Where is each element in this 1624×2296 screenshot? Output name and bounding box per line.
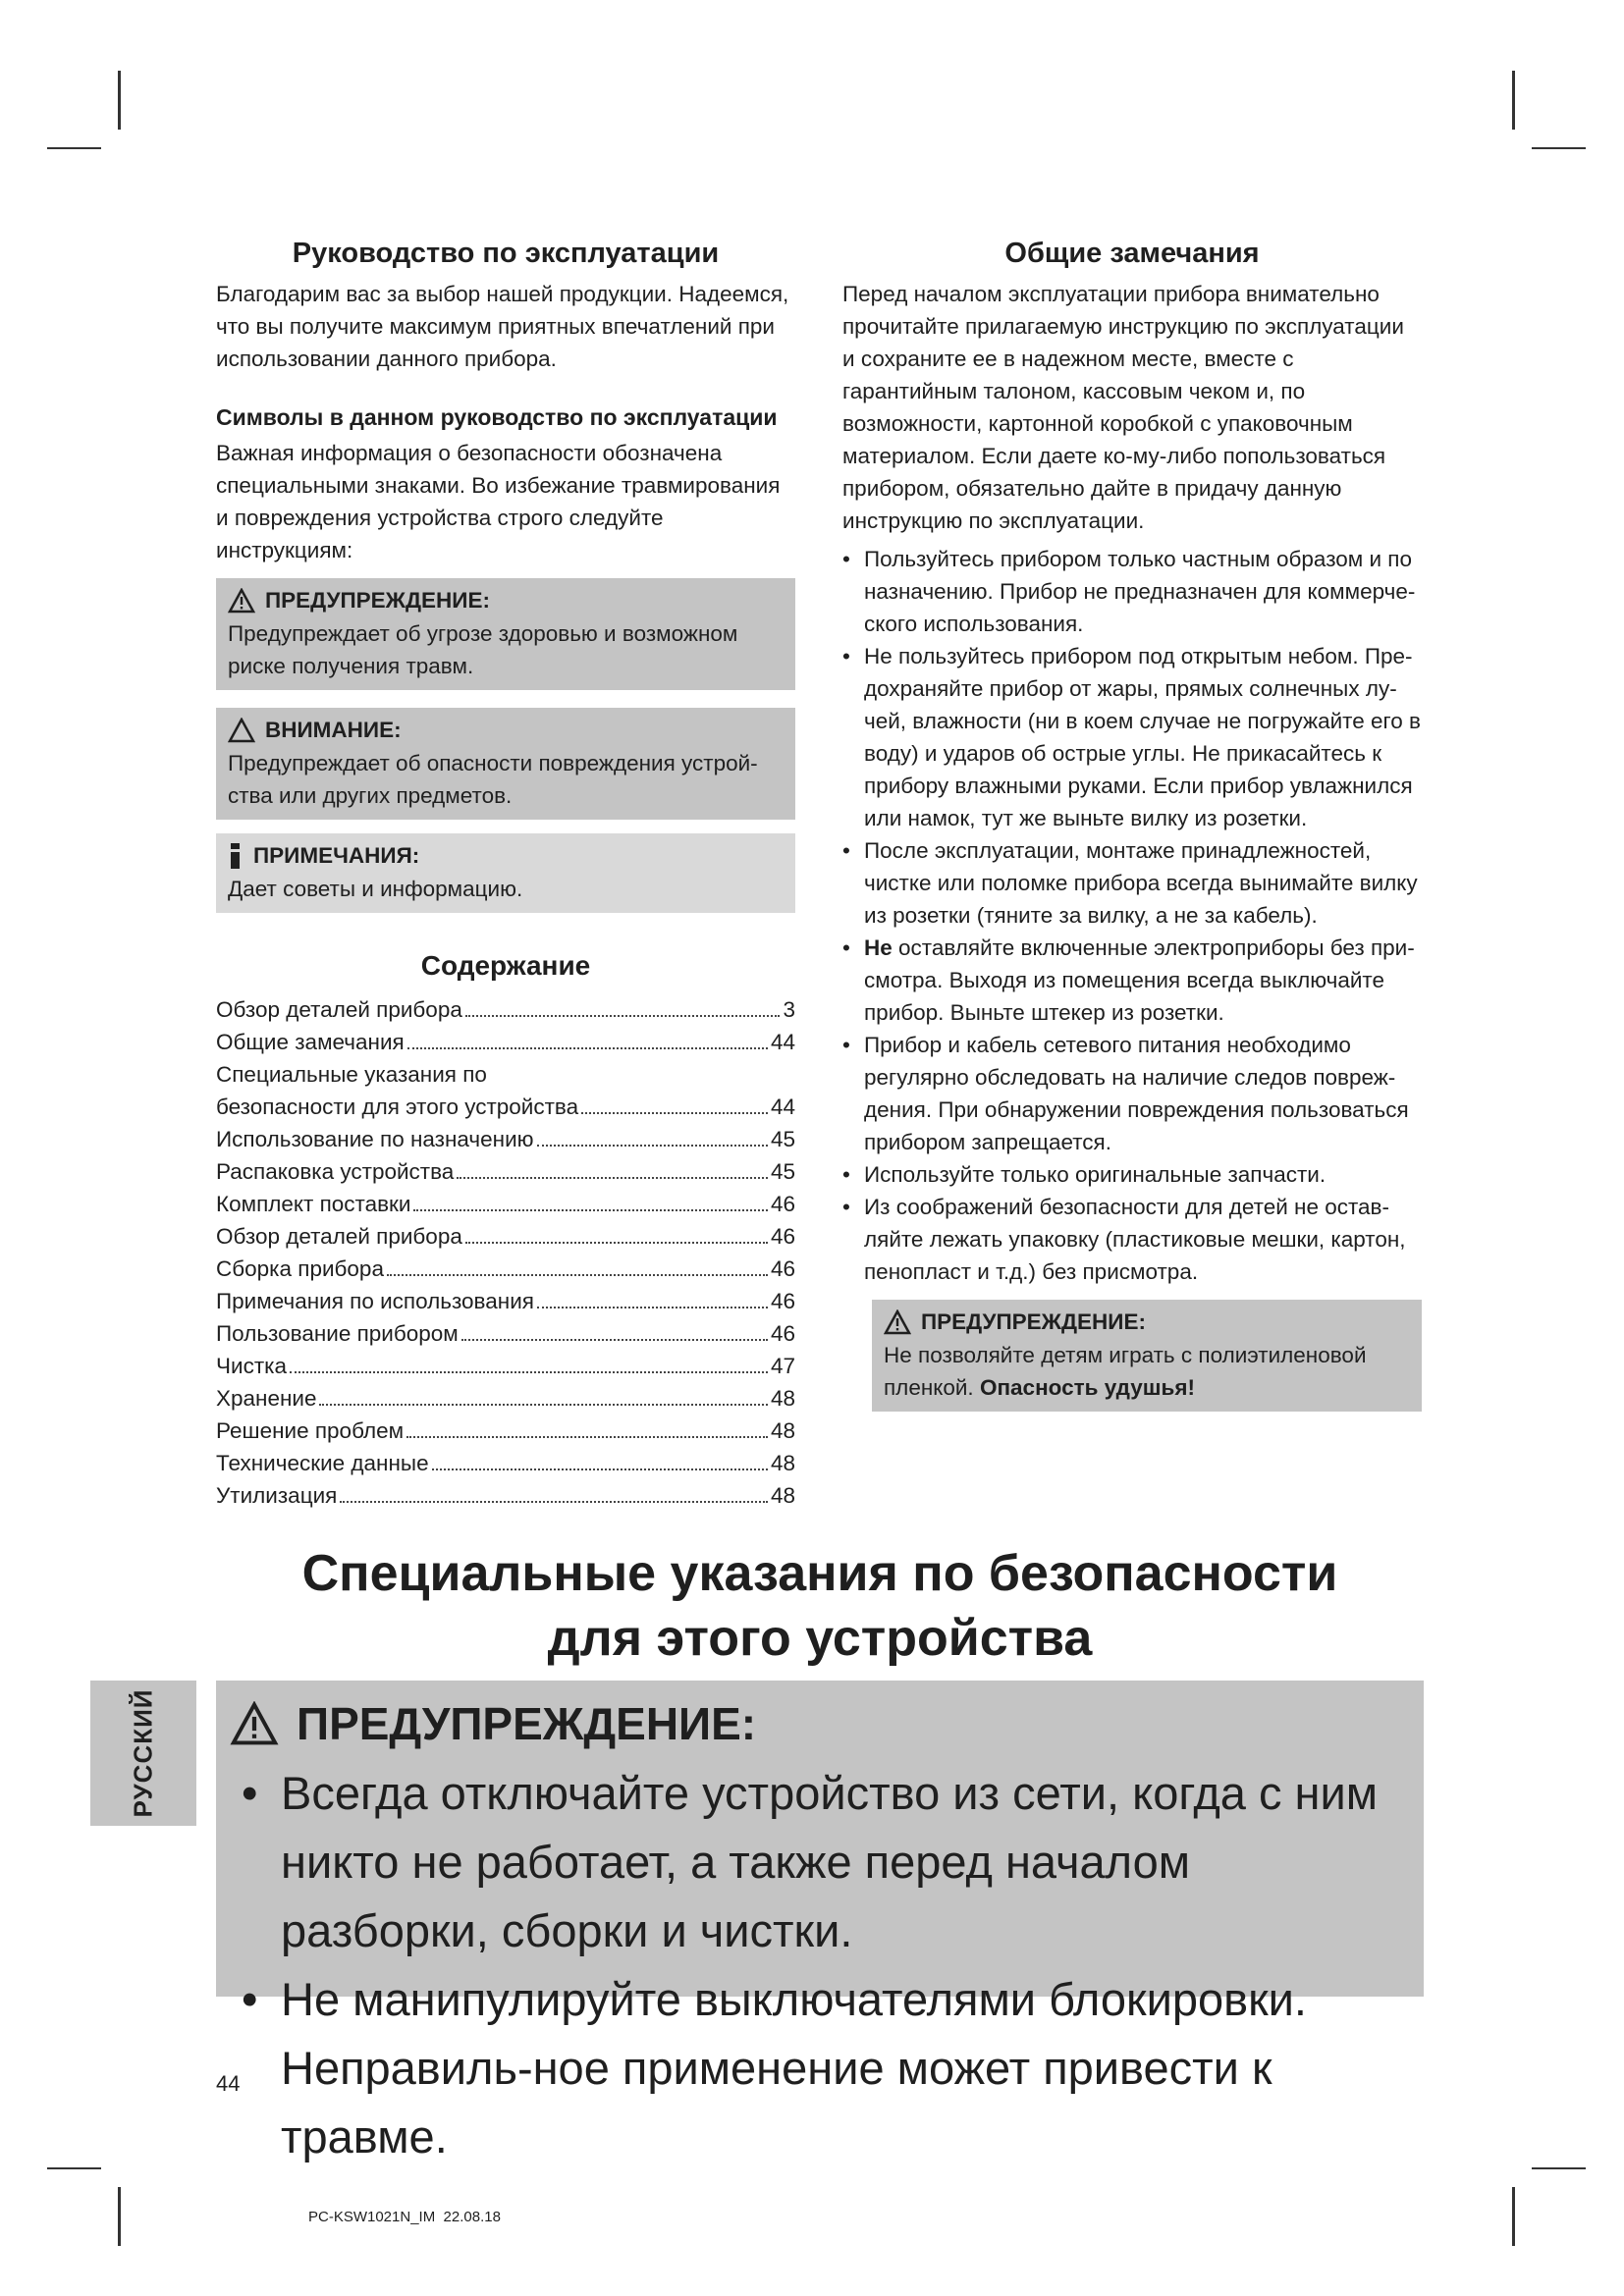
list-item: • Не пользуйтесь прибором под открытым небом. Пре-дохраняйте прибор от жары, прямых солнечных лу-чей, влажности (ни в коем случае не погружайте его в воду) и ударов об острые углы. Не прикасайтесь к прибору влажными руками. Если прибор увлажнился или намок, тут же выньте вилку из розетки. — [842, 640, 1422, 834]
toc-page: 48 — [770, 1483, 795, 1508]
caution-box — [216, 708, 795, 820]
toc-label: Комплект поставки — [216, 1192, 411, 1216]
toc-row[interactable] — [216, 1188, 795, 1220]
toc-row[interactable] — [216, 1447, 795, 1479]
toc-label: Утилизация — [216, 1483, 338, 1508]
intro-text: Благодарим вас за выбор нашей продукции. Надеемся, что вы получите максимум приятных впечатлений при использовании данного прибора. — [216, 282, 789, 371]
toc-page: 46 — [770, 1224, 795, 1249]
toc-label: Хранение — [216, 1386, 317, 1411]
notes-box — [216, 833, 795, 913]
warning-text-body: Не позволяйте детям играть с полиэтиленовой пленкой. — [884, 1343, 1367, 1400]
big-warning-title-row — [230, 1688, 1410, 1759]
safety-heading-line2: для этого устройства — [547, 1610, 1093, 1667]
toc-page: 46 — [770, 1321, 795, 1346]
list-item: • После эксплуатации, монтаже принадлежностей, чистке или поломке прибора всегда вынимайте вилку из розетки (тяните за вилку, а не за кабель). — [842, 834, 1422, 932]
toc-label: Обзор деталей прибора — [216, 1224, 462, 1249]
right-column — [842, 238, 1422, 1412]
crop-mark — [118, 2187, 121, 2246]
safety-heading-line1: Специальные указания по безопасности — [301, 1545, 1338, 1602]
toc-label: Решение проблем — [216, 1418, 405, 1443]
toc-row[interactable] — [216, 993, 795, 1026]
toc-row[interactable] — [216, 1155, 795, 1188]
toc-page: 3 — [783, 997, 795, 1022]
warning-box — [216, 578, 795, 690]
warning-triangle-icon — [228, 588, 255, 614]
toc-page: 47 — [770, 1354, 795, 1378]
safety-heading — [216, 1541, 1424, 1671]
caution-triangle-icon — [228, 718, 255, 743]
crop-mark — [47, 2167, 101, 2169]
language-side-tab — [90, 1681, 196, 1826]
warning-text: Предупреждает об угрозе здоровью и возможном риске получения травм. — [228, 621, 738, 678]
toc-row[interactable] — [216, 1091, 795, 1123]
crop-mark — [1512, 71, 1515, 130]
toc-label: безопасности для этого устройства — [216, 1095, 579, 1119]
symbols-text: Важная информация о безопасности обозначена специальными знаками. Во избежание травмирования и повреждения устройства строго следуйте инструкциям: — [216, 441, 781, 562]
toc-row[interactable] — [216, 1350, 795, 1382]
list-item: • Не манипулируйте выключателями блокировки. Неправиль-ное применение может привести к травме. — [230, 1965, 1410, 2171]
big-warning-title: ПРЕДУПРЕЖДЕНИЕ: — [297, 1698, 757, 1749]
toc-row[interactable] — [216, 1317, 795, 1350]
table-of-contents — [216, 993, 795, 1512]
general-notes-list — [842, 543, 1422, 1288]
crop-mark — [118, 71, 121, 130]
toc-row[interactable] — [216, 1220, 795, 1253]
manual-title: Руководство по эксплуатации — [292, 238, 720, 269]
list-item-bold: Не — [864, 935, 893, 960]
toc-label: Распаковка устройства — [216, 1159, 455, 1184]
toc-label: Технические данные — [216, 1451, 429, 1475]
toc-page: 45 — [770, 1127, 795, 1151]
toc-label: Чистка — [216, 1354, 287, 1378]
toc-row[interactable] — [216, 1123, 795, 1155]
big-warning-list — [230, 1759, 1410, 2171]
general-notes-title: Общие замечания — [1004, 238, 1260, 269]
toc-page: 45 — [770, 1159, 795, 1184]
crop-mark — [1512, 2187, 1515, 2246]
toc-row[interactable] — [216, 1026, 795, 1058]
toc-label: Общие замечания — [216, 1030, 405, 1054]
warning-title: ПРЕДУПРЕЖДЕНИЕ: — [265, 588, 490, 613]
toc-label-continued: Специальные указания по — [216, 1062, 487, 1087]
toc-label: Сборка прибора — [216, 1256, 384, 1281]
suffocation-warning-box — [872, 1300, 1422, 1412]
warning-text-bold: Опасность удушья! — [979, 1375, 1195, 1400]
toc-page: 46 — [770, 1192, 795, 1216]
toc-label: Использование по назначению — [216, 1127, 534, 1151]
info-icon — [228, 843, 244, 869]
toc-label: Обзор деталей прибора — [216, 997, 462, 1022]
toc-row[interactable] — [216, 1253, 795, 1285]
warning-text — [884, 1339, 1410, 1404]
footer-code: PC-KSW1021N_IM 22.08.18 — [308, 2209, 501, 2225]
toc-page: 46 — [770, 1256, 795, 1281]
toc-page: 48 — [770, 1386, 795, 1411]
symbols-heading: Символы в данном руководство по эксплуатации — [216, 404, 778, 430]
list-item — [842, 932, 1422, 1029]
caution-text: Предупреждает об опасности повреждения устрой-ства или других предметов. — [228, 751, 758, 808]
toc-page: 44 — [770, 1095, 795, 1119]
crop-mark — [1532, 2167, 1586, 2169]
warning-triangle-icon — [884, 1309, 911, 1335]
notes-title: ПРИМЕЧАНИЯ: — [253, 843, 420, 868]
list-item: • Используйте только оригинальные запчасти. — [842, 1158, 1422, 1191]
crop-mark — [1532, 147, 1586, 149]
toc-title: Содержание — [420, 950, 591, 981]
page-number: 44 — [216, 2071, 241, 2096]
list-item: • Из соображений безопасности для детей не остав-ляйте лежать упаковку (пластиковые мешки, картон, пенопласт и т.д.) без присмотра. — [842, 1191, 1422, 1288]
general-notes-intro: Перед началом эксплуатации прибора внимательно прочитайте прилагаемую инструкцию по эксплуатации и сохраните ее в надежном месте, вместе с гарантийным талоном, кассовым чеком и, по возможности, картонной коробкой с упаковочным материалом. Если даете ко-му-либо попользоваться прибором, обязательно дайте в придачу данную инструкцию по эксплуатации. — [842, 282, 1404, 533]
crop-mark — [47, 147, 101, 149]
toc-row[interactable] — [216, 1382, 795, 1415]
list-item-text: оставляйте включенные электроприборы без при-смотра. Выходя из помещения всегда выключайте прибор. Выньте штекер из розетки. — [864, 935, 1415, 1025]
warning-title: ПРЕДУПРЕЖДЕНИЕ: — [921, 1309, 1146, 1334]
toc-page: 48 — [770, 1418, 795, 1443]
toc-label: Пользование прибором — [216, 1321, 459, 1346]
list-item: • Пользуйтесь прибором только частным образом и по назначению. Прибор не предназначен для коммерче-ского использования. — [842, 543, 1422, 640]
warning-triangle-icon — [230, 1701, 279, 1746]
toc-row[interactable] — [216, 1285, 795, 1317]
toc-page: 46 — [770, 1289, 795, 1313]
toc-page: 44 — [770, 1030, 795, 1054]
caution-title: ВНИМАНИЕ: — [265, 718, 402, 742]
left-column — [216, 238, 795, 1512]
toc-row[interactable] — [216, 1479, 795, 1512]
toc-row[interactable] — [216, 1415, 795, 1447]
notes-text: Дает советы и информацию. — [228, 877, 523, 901]
toc-label: Примечания по использования — [216, 1289, 534, 1313]
toc-page: 48 — [770, 1451, 795, 1475]
list-item: • Прибор и кабель сетевого питания необходимо регулярно обследовать на наличие следов повреж-дения. При обнаружении повреждения пользоваться прибором запрещается. — [842, 1029, 1422, 1158]
list-item: • Всегда отключайте устройство из сети, когда с ним никто не работает, а также перед началом разборки, сборки и чистки. — [230, 1759, 1410, 1965]
language-tab-label: РУССКИЙ — [128, 1688, 158, 1818]
